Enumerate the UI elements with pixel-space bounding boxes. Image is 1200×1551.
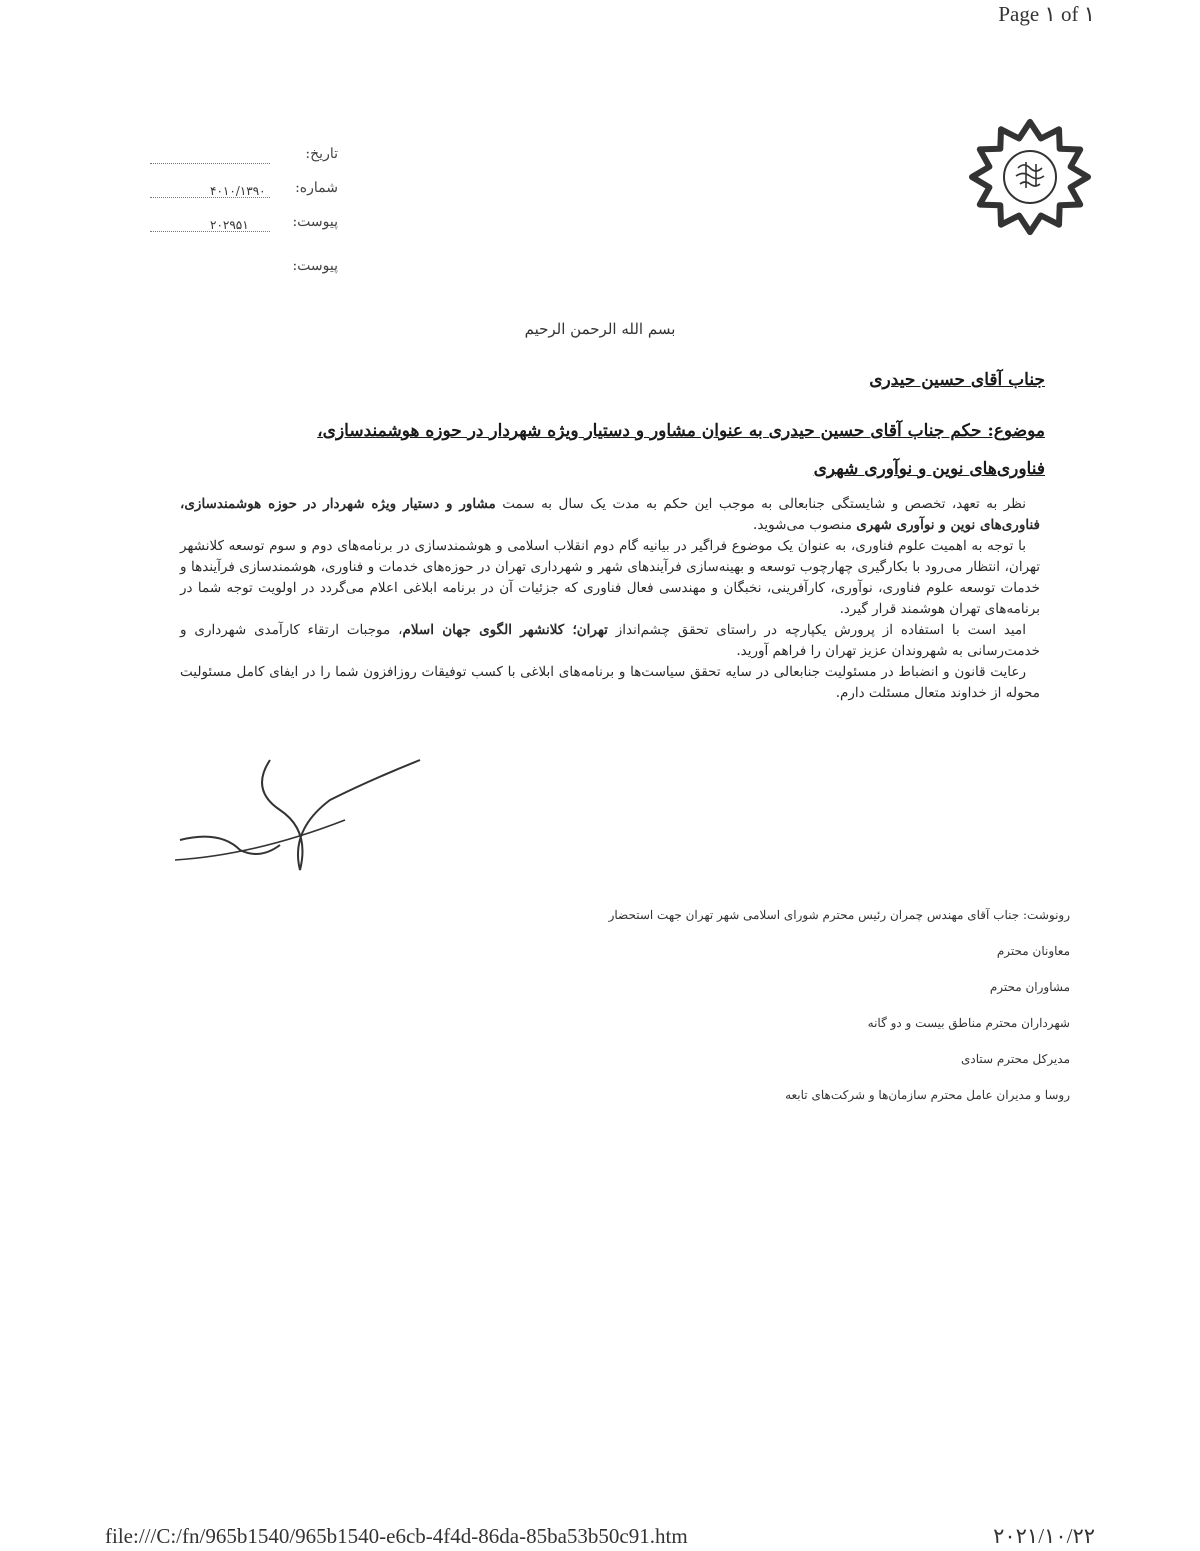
body-paragraph-text: نظر به تعهد، تخصص و شایستگی جنابعالی به موجب این حکم به مدت یک سال به سمت — [495, 496, 1026, 512]
page-number: Page ۱ of ۱ — [998, 2, 1095, 26]
cc-item: روسا و مدیران عامل محترم سازمان‌ها و شرکت‌های تابعه — [785, 1088, 1070, 1102]
attachment-ref-field — [150, 214, 350, 238]
body-paragraph — [180, 662, 1040, 704]
body-paragraph — [180, 620, 1040, 662]
cc-item: مدیرکل محترم ستادی — [960, 1052, 1070, 1066]
signature — [160, 740, 450, 880]
attachment-ref-label: پیوست: — [292, 214, 338, 230]
body-paragraph-emphasis: تهران؛ کلانشهر الگوی جهان اسلام — [402, 622, 608, 638]
cc-list — [470, 908, 1070, 1124]
date-field — [150, 146, 350, 170]
subject-line: موضوع: حکم جناب آقای حسین حیدری به عنوان مشاور و دستیار ویژه شهردار در حوزه هوشمندسازی، فناوری‌های نوین و نوآوری شهری — [317, 421, 1045, 479]
body-paragraph-emphasis: مشاور و دستیار ویژه شهردار در حوزه هوشمندسازی، فناوری‌های نوین و نوآوری شهری — [180, 496, 1040, 533]
attachment-ref-value: ۲۰۲۹۵۱ — [210, 218, 249, 232]
date-label: تاریخ: — [305, 146, 338, 162]
footer-date: ۲۰۲۱/۱۰/۲۲ — [993, 1524, 1095, 1548]
footer-file-path: file:///C:/fn/965b1540/965b1540-e6cb-4f4d-86da-85ba53b50c91.htm — [105, 1524, 688, 1548]
body-paragraph — [180, 494, 1040, 536]
body-paragraph-text: رعایت قانون و انضباط در مسئولیت جنابعالی در سایه تحقق سیاست‌ها و برنامه‌های ابلاغی با کسب توفیقات روزافزون شما را در ایفای کامل مسئولیت محوله از خداوند متعال مسئلت دارم. — [180, 664, 1040, 701]
date-line — [150, 163, 270, 164]
number-label: شماره: — [295, 180, 338, 196]
body-paragraph-text: امید است با استفاده از پرورش یکپارچه در راستای تحقق چشم‌انداز — [607, 622, 1026, 638]
body-paragraph — [180, 536, 1040, 620]
attachment-label: پیوست: — [292, 258, 338, 274]
cc-item: شهرداران محترم مناطق بیست و دو گانه — [867, 1016, 1070, 1030]
attachment-field — [150, 258, 350, 282]
body-paragraph-text: منصوب می‌شوید. — [753, 517, 857, 533]
body-paragraph-text: ، موجبات ارتقاء کارآمدی شهرداری و خدمت‌رسانی به شهروندان عزیز تهران را فراهم آورید. — [180, 622, 1040, 659]
letter-body — [180, 494, 1040, 704]
number-field — [150, 180, 350, 204]
bismillah-heading: بسم الله الرحمن الرحیم — [524, 320, 676, 338]
number-value: ۴۰۱۰/۱۳۹۰ — [210, 184, 266, 198]
tehran-municipality-emblem-icon — [960, 112, 1100, 242]
cc-item: مشاوران محترم — [989, 980, 1070, 994]
recipient-line: جناب آقای حسین حیدری — [869, 370, 1045, 390]
cc-item: معاونان محترم — [996, 944, 1070, 958]
cc-item: رونوشت: جناب آقای مهندس چمران رئیس محترم شورای اسلامی شهر تهران جهت استحضار — [608, 908, 1070, 922]
body-paragraph-text: با توجه به اهمیت علوم فناوری، به عنوان یک موضوع فراگیر در بیانیه گام دوم انقلاب اسلامی و هوشمندسازی در برنامه‌های دوم و سوم توسعه کلانشهر تهران، انتظار می‌رود با بکارگیری چهارچوب توسعه و بهینه‌سازی فرآیندهای شهر و شهرداری تهران در حوزه‌های خدمات و فناوری، هوشمندسازی فرآیندها و خدمات توسعه علوم فناوری، نوآوری، کارآفرینی، نخبگان و مهندسی فعال فناوری که جزئیات آن در برنامه ابلاغی اعلام می‌گردد در اولویت توجه شما در برنامه‌های تهران هوشمند قرار گیرد. — [180, 538, 1040, 617]
